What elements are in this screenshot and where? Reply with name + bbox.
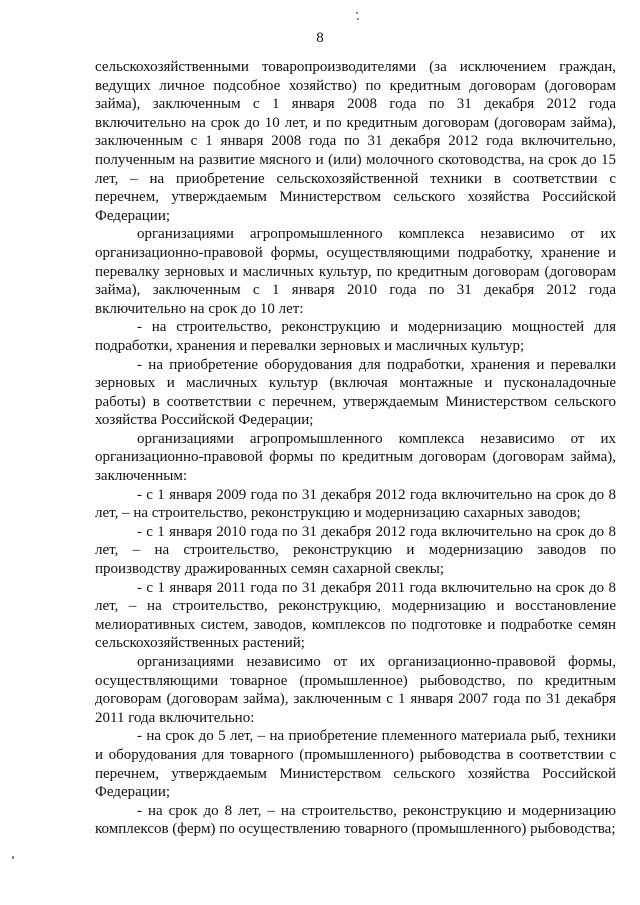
paragraph-fish-farming-organizations: организациями независимо от их организационно-правовой формы, осуществляющими товарное (промышленное) рыбоводство, по кредитным договорам (договорам займа), заключенным с 1 января 2007 года по 31 декабря 2011 года включительно: bbox=[95, 654, 616, 726]
list-item-melioration-systems: - с 1 января 2011 года по 31 декабря 2011 года включительно на срок до 8 лет, – на строительство, реконструкцию, модернизацию и восстановление мелиоративных систем, заводов, комплексов по подготовке и подработке семян сельскохозяйственных растений; bbox=[95, 579, 616, 652]
paragraph-agricultural-producers: сельскохозяйственными товаропроизводителями (за исключением граждан, ведущих личное подсобное хозяйство) по кредитным договорам (договорам займа), заключенным с 1 января 2008 года по 31 декабря 2012 года включительно на срок до 10 лет, и по кредитным договорам (договорам займа), заключенным с 1 января 2008 года по 31 декабря 2012 года включительно, полученным на развитие мясного и (или) молочного скотоводства, на срок до 15 лет, – на приобретение сельскохозяйственной техники в соответствии с перечнем, утверждаемым Министерством сельского хозяйства Российской Федерации; bbox=[95, 59, 616, 224]
paragraph-agro-organizations-grain: организациями агропромышленного комплекса независимо от их организационно-правовой формы, осуществляющими подработку, хранение и перевалку зерновых и масличных культур, по кредитным договорам (договорам займа), заключенным с 1 января 2010 года по 31 декабря 2012 года включительно на срок до 10 лет: bbox=[95, 226, 616, 317]
list-item-fish-farm-construction: - на срок до 8 лет, – на строительство, реконструкцию и модернизацию комплексов (ферм) по осуществлению товарного (промышленного) рыбоводства; bbox=[95, 802, 616, 838]
list-item-equipment-purchase: - на приобретение оборудования для подработки, хранения и перевалки зерновых и масличных культур (включая монтажные и пусконаладочные работы) в соответствии с перечнем, утверждаемым Министерством сельского хозяйства Российской Федерации; bbox=[95, 356, 616, 429]
scan-speck bbox=[12, 856, 14, 859]
scan-speck bbox=[356, 12, 358, 14]
list-item-construction-capacity: - на строительство, реконструкцию и модернизацию мощностей для подработки, хранения и перевалки зерновых и масличных культур; bbox=[95, 319, 616, 354]
document-body bbox=[95, 58, 616, 839]
list-item-fish-breeding-equipment: - на срок до 5 лет, – на приобретение племенного материала рыб, техники и оборудования для товарного (промышленного) рыбоводства в соответствии с перечнем, утверждаемым Министерством сельского хозяйства Российской Федерации; bbox=[95, 728, 616, 801]
paragraph-agro-organizations-loans: организациями агропромышленного комплекса независимо от их организационно-правовой формы по кредитным договорам (договорам займа), заключенным: bbox=[95, 430, 616, 485]
list-item-sugar-plants: - с 1 января 2009 года по 31 декабря 2012 года включительно на срок до 8 лет, – на строительство, реконструкцию и модернизацию сахарных заводов; bbox=[95, 486, 616, 522]
page-number: 8 bbox=[316, 30, 324, 46]
scan-speck bbox=[357, 18, 359, 20]
list-item-sugar-beet-seeds: - с 1 января 2010 года по 31 декабря 2012 года включительно на срок до 8 лет, – на строительство, реконструкцию и модернизацию заводов по производству дражированных семян сахарной свеклы; bbox=[95, 523, 616, 578]
